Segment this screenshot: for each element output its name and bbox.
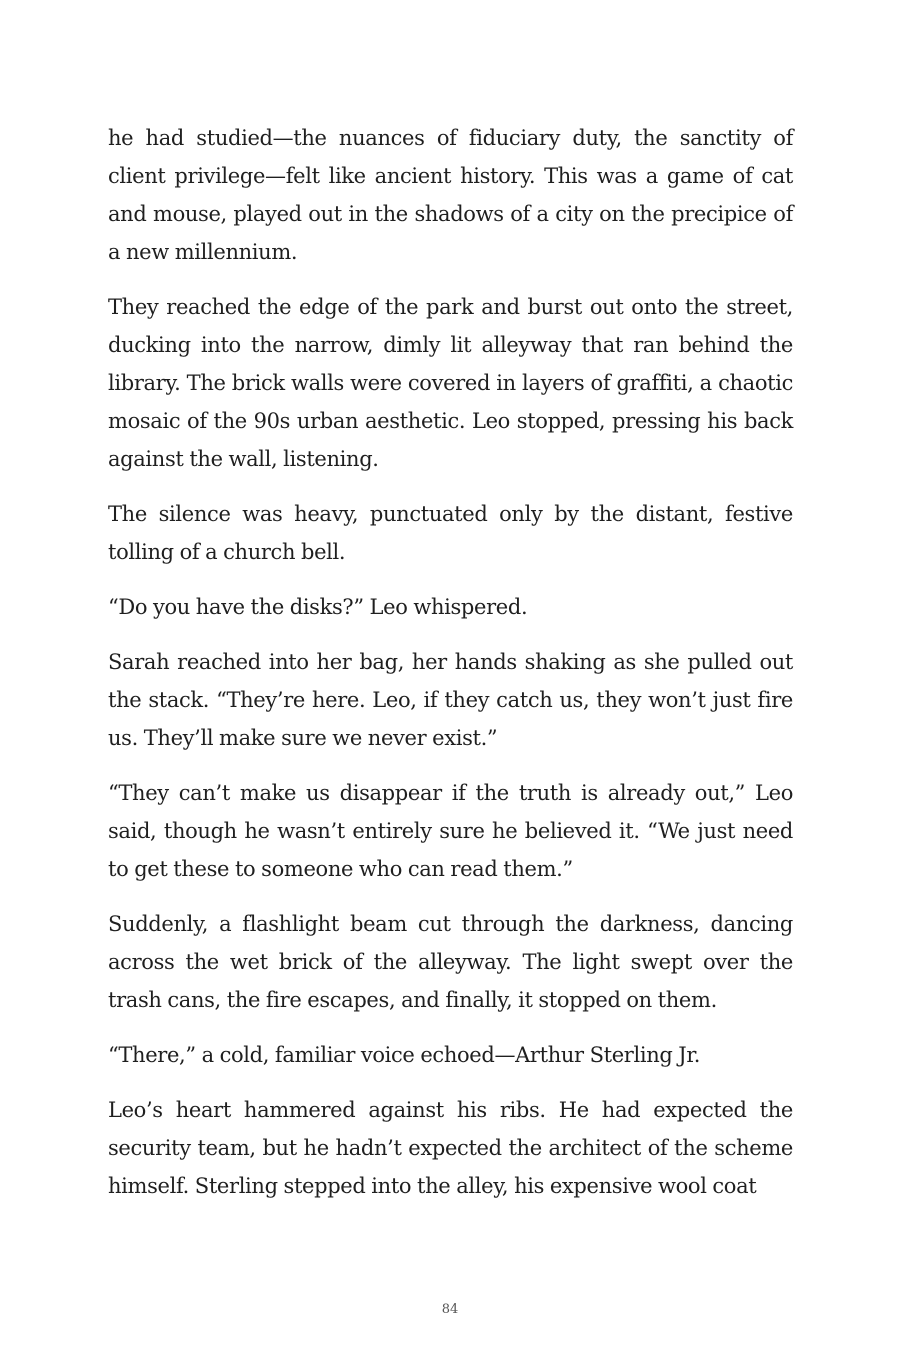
paragraph: Suddenly, a flashlight beam cut through the darkness, dancing across the wet brick of the alleyway. The light swept over the trash cans, the fire escapes, and finally, it stopped on them. [108, 912, 793, 1012]
paragraph: Sarah reached into her bag, her hands shaking as she pulled out the stack. “They’re here. Leo, if they catch us, they won’t just fire us. They’ll make sure we never exist.” [108, 650, 793, 750]
paragraph: “There,” a cold, familiar voice echoed—Arthur Sterling Jr. [108, 1043, 701, 1067]
paragraph: “They can’t make us disappear if the truth is already out,” Leo said, though he wasn’t entirely sure he believed it. “We just need to get these to someone who can read them.” [108, 781, 793, 881]
paragraph: “Do you have the disks?” Leo whispered. [108, 595, 528, 619]
page-number: 84 [441, 1302, 459, 1317]
paragraph: They reached the edge of the park and burst out onto the street, ducking into the narrow, dimly lit alleyway that ran behind the library. The brick walls were covered in layers of graffiti, a chaotic mosaic of the 90s urban aesthetic. Leo stopped, pressing his back against the wall, listening. [108, 295, 793, 471]
body-text [108, 119, 793, 1222]
paragraph: he had studied—the nuances of fiduciary duty, the sanctity of client privilege—felt like ancient history. This was a game of cat and mouse, played out in the shadows of a city on the precipice of a new millennium. [108, 126, 793, 264]
paragraph: Leo’s heart hammered against his ribs. He had expected the security team, but he hadn’t expected the architect of the scheme himself. Sterling stepped into the alley, his expensive wool coat [108, 1098, 793, 1198]
paragraph: The silence was heavy, punctuated only by the distant, festive tolling of a church bell. [108, 502, 793, 564]
